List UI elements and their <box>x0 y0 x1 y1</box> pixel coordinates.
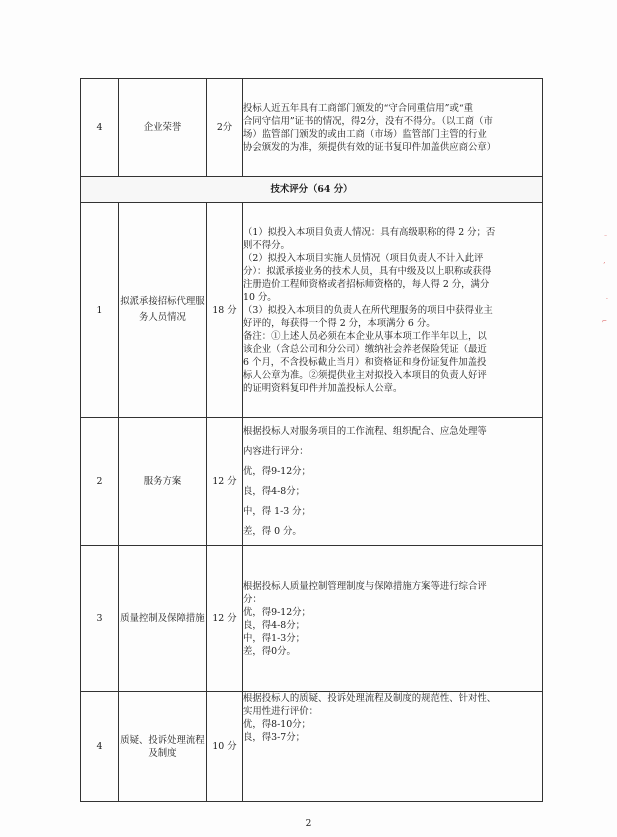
row-item-name: 质疑、投诉处理流程及制度 <box>119 692 207 802</box>
row-number: 2 <box>81 418 119 546</box>
row-item-name: 服务方案 <box>119 418 207 546</box>
seal-mark: ⌐ <box>602 318 608 325</box>
row-score: 18 分 <box>207 203 243 418</box>
row-criteria: 根据投标人对服务项目的工作流程、组织配合、应急处理等 内容进行评分： 优，得9-12分； 良，得4-8分； 中，得 1-3 分； 差，得 0 分。 <box>243 418 543 546</box>
section-title: 技术评分（64 分） <box>81 177 543 203</box>
table-row <box>81 692 543 802</box>
row-score: 10 分 <box>207 692 243 802</box>
seal-mark: · <box>606 296 608 303</box>
row-criteria: 根据投标人质量控制管理制度与保障措施方案等进行综合评 分： 优，得9-12分； 良，得4-8分； 中，得1-3分； 差，得0分。 <box>243 546 543 692</box>
row-number: 4 <box>81 692 119 802</box>
page-number: 2 <box>305 819 312 829</box>
row-item-name: 质量控制及保障措施 <box>119 546 207 692</box>
row-criteria: 投标人近五年具有工商部门颁发的“守合同重信用”或“重 合同守信用”证书的情况，得2分，没有不得分。（以工商（市 场）监管部门颁发的或由工商（市场）监管部门主管的行业 协会颁发的为准，须提供有效的证书复印件加盖供应商公章） <box>243 79 543 177</box>
row-score: 12 分 <box>207 418 243 546</box>
table-row <box>81 79 543 177</box>
row-score: 12 分 <box>207 546 243 692</box>
table-row <box>81 418 543 546</box>
row-item-name: 拟派承接招标代理服务人员情况 <box>119 203 207 418</box>
row-number: 4 <box>81 79 119 177</box>
row-criteria: （1）拟投入本项目负责人情况：具有高级职称的得 2 分；否 则不得分。 （2）拟投入本项目实施人员情况（项目负责人不计入此评 分）：拟派承接业务的技术人员，具有中级及以上职称或获得 注册造价工程师资格或者招标师资格的，每人得 2 分，满分 10 分。 （3）拟投入本项目的负责人在所代理服务的项目中获得业主 好评的，每获得一个得 2 分，本项满分 6 分。 备注：①上述人员必须在本企业从事本项工作半年以上，以 该企业（含总公司和分公司）缴纳社会养老保险凭证（最近 6 个月，不含投标截止当月）和资格证和身份证复件加盖投 标人公章为准。②须提供业主对拟投入本项目的负责人好评 的证明资料复印件并加盖投标人公章。 <box>243 203 543 418</box>
row-item-name: 企业荣誉 <box>119 79 207 177</box>
row-criteria: 根据投标人的质疑、投诉处理流程及制度的规范性、针对性、 实用性进行评价： 优，得8-10分； 良，得3-7分； <box>243 692 543 802</box>
scoring-table <box>80 78 543 802</box>
section-header-row <box>81 177 543 203</box>
row-number: 3 <box>81 546 119 692</box>
table-row <box>81 203 543 418</box>
table-row <box>81 546 543 692</box>
seal-mark: ʼ <box>603 262 605 269</box>
row-score: 2分 <box>207 79 243 177</box>
row-number: 1 <box>81 203 119 418</box>
seal-mark: ⁻ <box>604 234 608 241</box>
